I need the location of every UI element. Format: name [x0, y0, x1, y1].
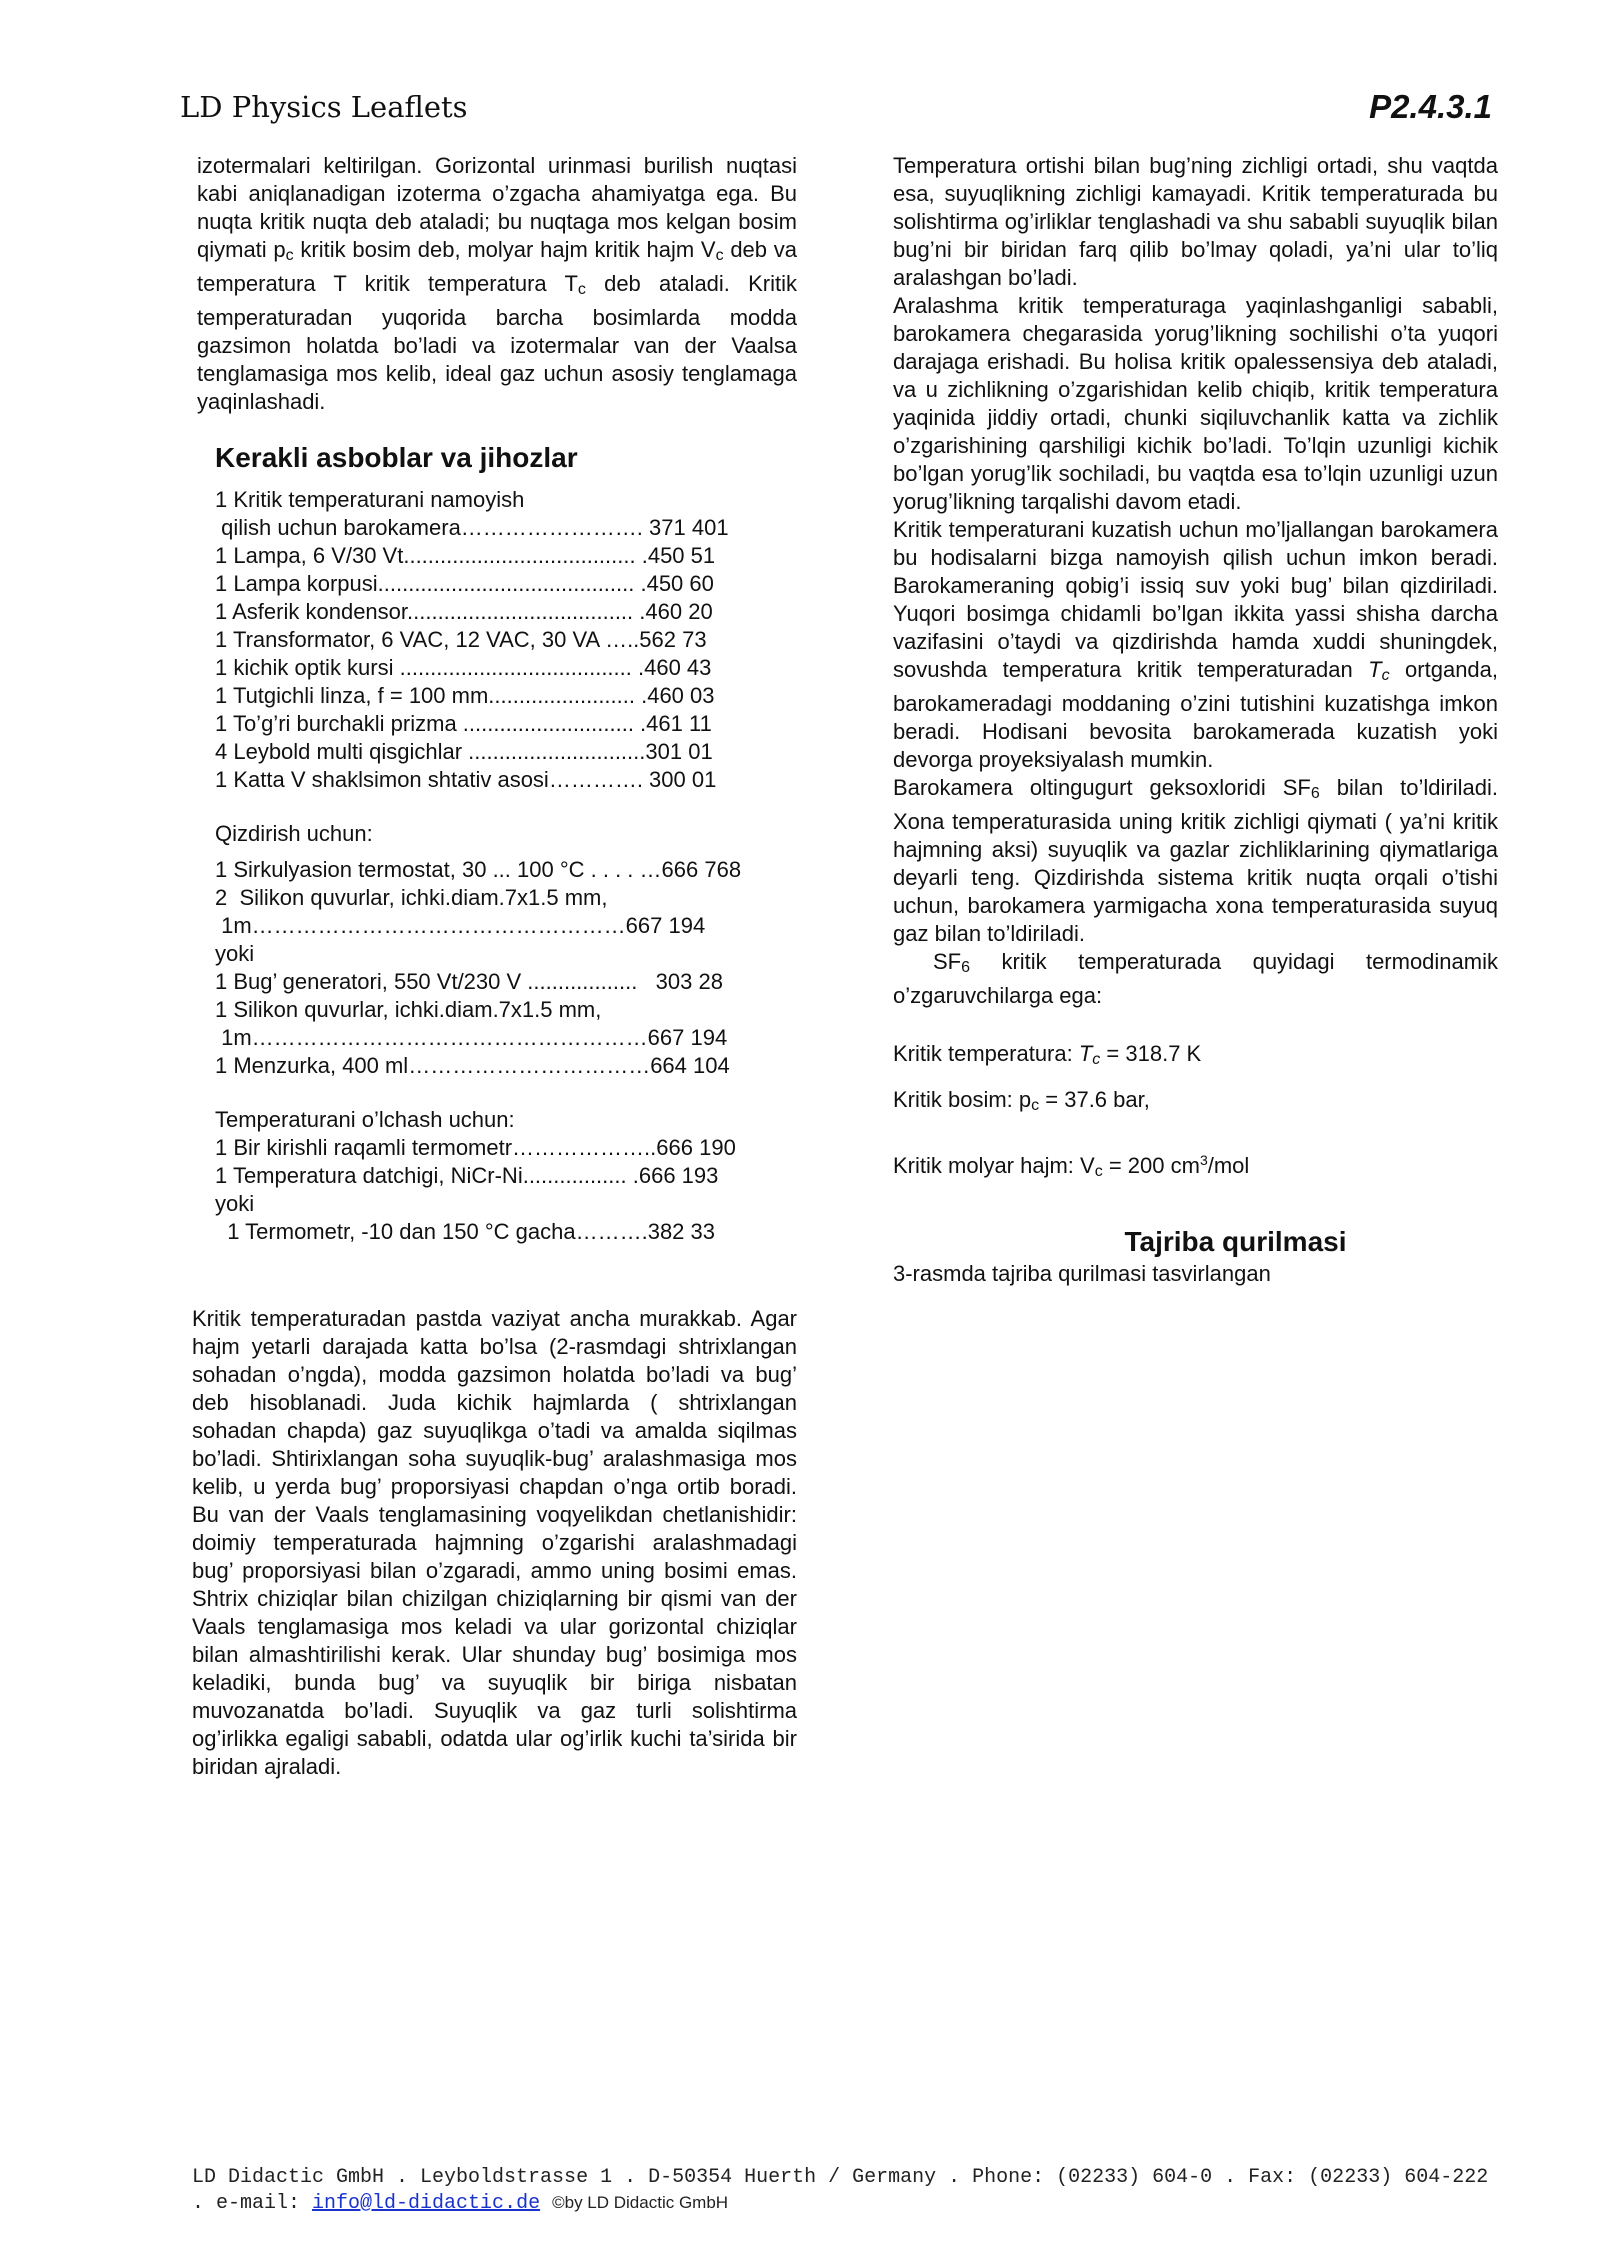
- list-item: 1 kichik optik kursi ...................................... .460 43: [215, 655, 712, 680]
- density-paragraph: Temperatura ortishi bilan bug’ning zichligi ortadi, shu vaqtda esa, suyuqlikning zichligi kamayadi. Kritik temperaturada bu solishtirma og’irliklar tenglashadi va shu sababli suyuqlik bilan bug’ni bir biridan farq qilib bo’lmay qoladi, ya’ni ular to’liq aralashgan bo’ladi.: [893, 153, 1498, 290]
- list-item: 1 Sirkulyasion termostat, 30 ... 100 °C . . . . …666 768: [215, 857, 742, 882]
- list-item: 1 Temperatura datchigi, NiCr-Ni................. .666 193: [215, 1163, 719, 1188]
- list-item: yoki: [215, 941, 255, 966]
- footer-address: LD Didactic GmbH . Leyboldstrasse 1 . D-50354 Huerth / Germany . Phone: (02233) 604-0 . Fax: (02233) 604-222 . e-mail:: [192, 2166, 1489, 2215]
- critical-molar-volume: Kritik molyar hajm: Vc = 200 $cm^3$/mol: [893, 1152, 1250, 1180]
- sf6-properties-paragraph: SF6 kritik temperaturada quyidagi termodinamik o’zgaruvchilarga ega:: [893, 949, 1498, 1008]
- list-item: yoki: [215, 1191, 255, 1216]
- list-item: 1 Transformator, 6 VAC, 12 VAC, 30 VA …..562 73: [215, 627, 707, 652]
- list-item: 1 Lampa korpusi.......................................... .450 60: [215, 571, 714, 596]
- left-lower-column: [192, 1305, 797, 1781]
- list-item: 1m………………………………………………667 194: [215, 1025, 728, 1050]
- right-column: [893, 152, 1498, 1288]
- footer: [192, 2165, 1502, 2216]
- header-title: LD Physics Leaflets: [180, 90, 468, 124]
- list-item: 1 Katta V shaklsimon shtativ asosi…………. 300 01: [215, 767, 717, 792]
- copyright: ©by LD Didactic GmbH: [552, 2193, 729, 2212]
- setup-heading: Tajriba qurilmasi: [1124, 1226, 1347, 1257]
- list-item: 1 Silikon quvurlar, ichki.diam.7x1.5 mm,: [215, 997, 602, 1022]
- list-item: 1 Tutgichli linza, f = 100 mm........................ .460 03: [215, 683, 715, 708]
- email-link[interactable]: info@ld-didactic.de: [312, 2192, 541, 2215]
- equipment-heading: Kerakli asboblar va jihozlar: [215, 442, 578, 473]
- list-item: 1 Termometr, -10 dan 150 °C gacha……….382 33: [215, 1219, 715, 1244]
- critical-temperature: Kritik temperatura: Tc = 318.7 K: [893, 1041, 1202, 1068]
- list-item: qilish uchun barokamera……………………. 371 401: [215, 515, 729, 540]
- setup-text: 3-rasmda tajriba qurilmasi tasvirlangan: [893, 1261, 1271, 1286]
- temperature-heading: Temperaturani o’lchash uchun:: [215, 1107, 515, 1132]
- list-item: 1 Lampa, 6 V/30 Vt...................................... .450 51: [215, 543, 716, 568]
- sf6-paragraph: Barokamera oltingugurt geksoxloridi SF6 bilan to’ldiriladi. Xona temperaturasida uning kritik zichligi qiymati ( ya’ni kritik hajmning aksi) suyuqlik va gazlar zichliklarining qiymatlariga deyarli teng. Qizdirishda sistema kritik nuqta orqali o’tishi uchun, barokamera yarmigacha xona temperaturasida suyuq gaz bilan to’ldiriladi.: [893, 775, 1498, 946]
- list-item: 1 To’g’ri burchakli prizma ............................ .461 11: [215, 711, 712, 736]
- intro-paragraph: izotermalari keltirilgan. Gorizontal urinmasi burilish nuqtasi kabi aniqlanadigan izoterma o’zgacha ahamiyatga ega. Bu nuqta kritik nuqta deb ataladi; bu nuqtaga mos kelgan bosim qiymati pc kritik bosim deb, molyar hajm kritik hajm Vc deb va temperatura T kritik temperatura Tc deb ataladi. Kritik temperaturadan yuqorida barcha bosimlarda modda gazsimon holatda bo’ladi va izotermalar van der Vaalsa tenglamasiga mos kelib, ideal gaz uchun asosiy tenglamaga yaqinlashadi.: [197, 153, 797, 414]
- list-item: 1 Bir kirishli raqamli termometr………………..666 190: [215, 1135, 736, 1160]
- list-item: 1 Menzurka, 400 ml……………………………664 104: [215, 1053, 730, 1078]
- barochamber-paragraph: Kritik temperaturani kuzatish uchun mo’ljallangan barokamera bu hodisalarni bizga namoyish qilish uchun imkon beradi. Barokameraning qobig’i issiq suv yoki bug’ bilan qizdiriladi. Yuqori bosimga chidamli bo’lgan ikkita yassi shisha darcha vazifasini o’taydi va qizdirishda hamda xuddi shuningdek, sovushda temperatura kritik temperaturadan Tc ortganda, barokameradagi moddaning o’zini tutishini kuzatishga imkon beradi. Hodisani bevosita barokamerada kuzatish yoki devorga proyeksiyalash mumkin.: [893, 517, 1499, 772]
- list-item: 1 Asferik kondensor..................................... .460 20: [215, 599, 713, 624]
- critical-pressure: Kritik bosim: pc = 37.6 bar,: [893, 1087, 1150, 1114]
- document-code: P2.4.3.1: [1369, 88, 1492, 125]
- list-item: 2 Silikon quvurlar, ichki.diam.7x1.5 mm,: [215, 885, 608, 910]
- list-item: 1 Bug’ generatori, 550 Vt/230 V .................. 303 28: [215, 969, 723, 994]
- list-item: 1 Kritik temperaturani namoyish: [215, 487, 525, 512]
- equipment-list: [215, 486, 797, 1246]
- left-column: [197, 152, 797, 1246]
- list-item: 4 Leybold multi qisgichlar .............................301 01: [215, 739, 713, 764]
- opalescence-paragraph: Aralashma kritik temperaturaga yaqinlashganligi sababli, barokamera chegarasida yorug’likning sochilishi o’ta yuqori darajaga erishadi. Bu holisa kritik opalessensiya deb ataladi, va u zichlikning o’zgarishidan kelib chiqib, kritik temperatura yaqinida jiddiy ortadi, chunki siqiluvchanlik katta va zichlik o’zgarishining qarshiligi kichik bo’ladi. To’lqin uzunligi kichik bo’lgan yorug’lik sochiladi, bu vaqtda esa to’lqin uzunligi uzun yorug’likning tarqalishi davom etadi.: [893, 293, 1498, 514]
- below-critical-paragraph: Kritik temperaturadan pastda vaziyat ancha murakkab. Agar hajm yetarli darajada katta bo’lsa (2-rasmdagi shtrixlangan sohadan o’ngda), modda gazsimon holatda bo’ladi va bug’ deb hisoblanadi. Juda kichik hajmlarda ( shtrixlangan sohadan chapda) gaz suyuqlikga o’tadi va amalda siqilmas bo’ladi. Shtirixlangan soha suyuqlik-bug’ aralashmasiga mos kelib, u yerda bug’ proporsiyasi chapdan o’nga ortib boradi. Bu van der Vaals tenglamasining voqyelikdan chetlanishidir: doimiy temperaturada hajmning o’zgarishi aralashmadagi bug’ proporsiyasi bilan o’zgaradi, ammo uning bosimi emas. Shtrix chiziqlar bilan chizilgan chiziqlarning bir qismi van der Vaals tenglamasiga mos keladi va ular gorizontal chiziqlar bilan almashtirilishi kerak. Ular shunday bug’ bosimiga mos keladiki, bunda bug’ va suyuqlik bir biriga nisbatan muvozanatda bo’ladi. Suyuqlik va gaz turli solishtirma og’irlikka egaligi sababli, odatda ular og’irlik kuchi ta’sirida bir biridan ajraladi.: [192, 1306, 797, 1779]
- list-item: 1m……………………………………………667 194: [215, 913, 706, 938]
- heating-heading: Qizdirish uchun:: [215, 821, 373, 846]
